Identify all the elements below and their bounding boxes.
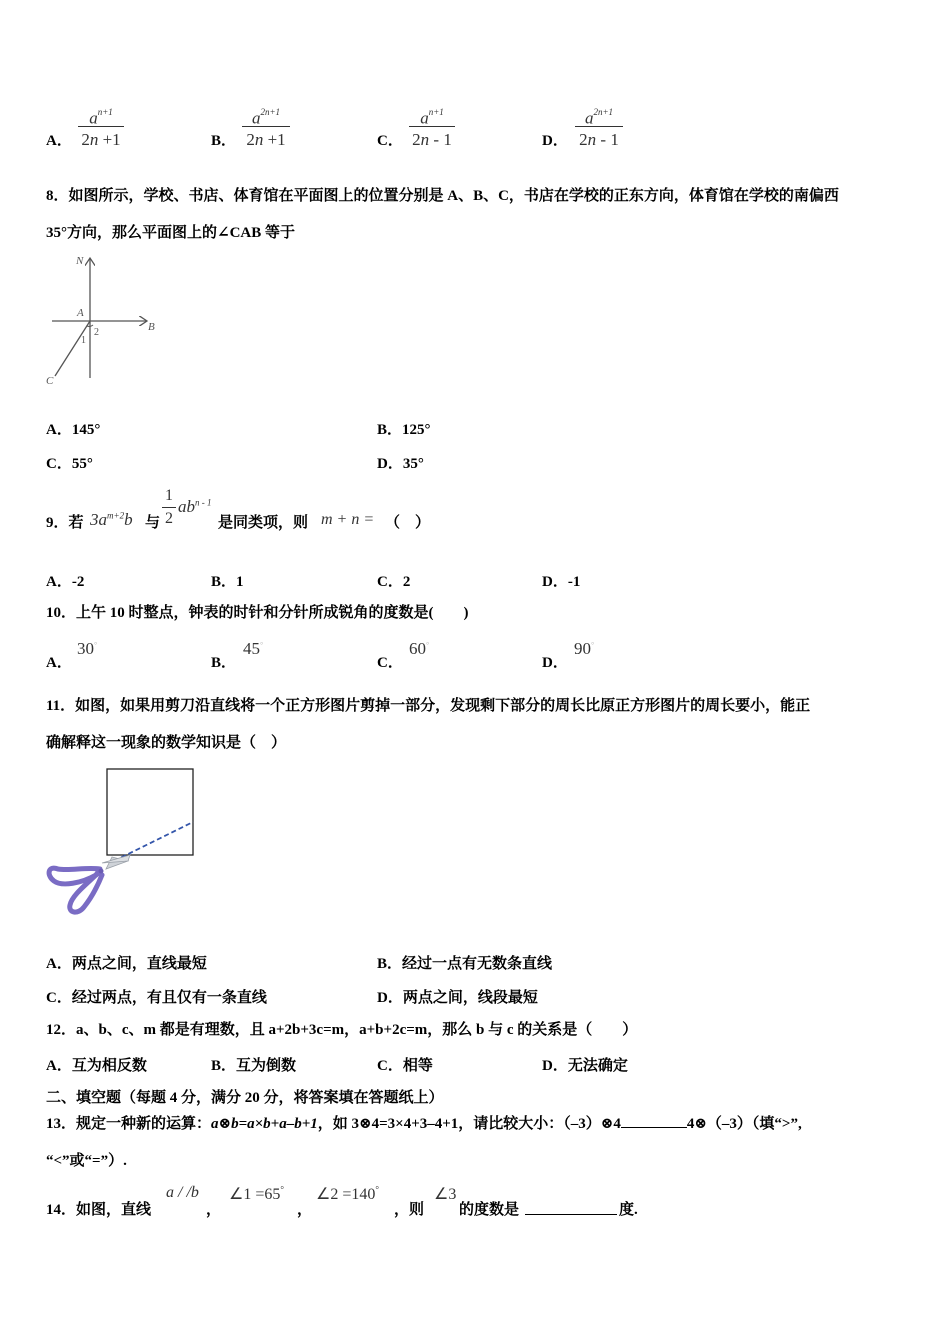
fraction-base: a (89, 108, 98, 128)
q11-stem-line1: 11．如图，如果用剪刀沿直线将一个正方形图片剪掉一部分，发现剩下部分的周长比原正方形图片的周长要小，能正 (46, 698, 811, 714)
option-label: B． (211, 574, 237, 590)
degree-mark: ° (591, 640, 595, 650)
fraction-exponent: n+1 (428, 107, 444, 117)
fraction-den-tail: - 1 (429, 130, 452, 149)
option-label: D． (377, 990, 403, 1006)
q7-option-c-fraction (409, 104, 455, 150)
option-value: 30 (77, 639, 94, 658)
q14-condition-angle1 (229, 1184, 284, 1204)
q8-option-c (46, 452, 93, 473)
southwest-ray (55, 321, 90, 376)
q9-mid: 与 (145, 515, 161, 531)
q9-prefix: 9．若 (46, 515, 84, 531)
fraction-den-coef: 2 (246, 130, 255, 149)
option-text: 1 (236, 574, 244, 590)
degree-mark: ° (426, 640, 430, 650)
label-a: A (77, 307, 84, 319)
q13-example: ，如 3⊗4=3×4+3–4+1，请比较大小：（–3）⊗4 (317, 1116, 621, 1132)
q8-option-d (377, 452, 424, 473)
scissors-icon (49, 855, 130, 912)
option-label: C． (377, 574, 403, 590)
option-text: 2 (402, 574, 411, 590)
q9-option-d (542, 570, 580, 591)
q13-rule: a⊗b=a×b+a–b+1 (211, 1116, 318, 1132)
term1-base: 3a (90, 510, 107, 529)
fraction-denominator: 2 (165, 510, 173, 527)
q9-option-b (211, 570, 244, 591)
fraction-base: a (420, 108, 429, 128)
q9-suffix: 是同类项，则 (218, 515, 309, 531)
option-label: A． (46, 574, 72, 590)
option-text: 无法确定 (567, 1058, 628, 1074)
fraction-base: a (251, 108, 261, 128)
fraction-den-tail: +1 (98, 130, 121, 149)
angle1-text: ∠1 =65 (229, 1186, 281, 1203)
q10-stem: 10．上午 10 时整点，钟表的时针和分针所成锐角的度数是( ) (46, 605, 469, 621)
q9-option-a (46, 570, 84, 591)
q11-option-a (46, 952, 207, 973)
q10-option-b-value (243, 639, 263, 659)
q14-sep3: ，则 (394, 1202, 425, 1218)
q9-expression: m + n = (321, 511, 375, 528)
option-text: 相等 (402, 1058, 433, 1074)
q13-stem-line1 (46, 1113, 802, 1134)
q14-condition-angle2 (316, 1184, 379, 1204)
option-text: 125° (402, 422, 431, 438)
q7-option-d-label: D． (542, 133, 568, 149)
option-text: 经过一点有无数条直线 (402, 956, 553, 972)
fraction-den-var: n (89, 130, 99, 149)
q7-option-d-fraction (575, 104, 623, 150)
label-angle-1: 1 (81, 335, 86, 346)
q12-stem: 12．a、b、c、m 都是有理数，且 a+2b+3c=m，a+b+2c=m，那么 b 与 c 的关系是（ ） (46, 1022, 638, 1038)
q10-option-d-label: D． (542, 655, 568, 671)
degree-mark: ° (375, 1184, 379, 1195)
option-text: -1 (567, 574, 581, 590)
q8-stem-line1: 8．如图所示，学校、书店、体育馆在平面图上的位置分别是 A、B、C，书店在学校的正东方向，体育馆在学校的南偏西 (46, 188, 839, 204)
q8-option-a (46, 418, 100, 439)
option-label: D． (542, 1058, 568, 1074)
q9-term2 (178, 497, 212, 517)
fraction-den-coef: 2 (81, 130, 90, 149)
option-label: B． (377, 956, 403, 972)
option-label: D． (377, 456, 403, 472)
option-text: 55° (71, 456, 93, 472)
q9-term1 (90, 510, 133, 530)
q14-condition-parallel: a / /b (166, 1184, 199, 1201)
square-picture (107, 769, 193, 855)
q11-option-b (377, 952, 552, 973)
section-2-title: 二、填空题（每题 4 分，满分 20 分，将答案填在答题纸上） (46, 1090, 444, 1106)
q7-option-a-fraction (78, 104, 124, 150)
q10-option-c-value (409, 639, 429, 659)
option-label: A． (46, 1058, 72, 1074)
q13-prefix: 13．规定一种新的运算： (46, 1116, 212, 1132)
q9-option-c (377, 570, 410, 591)
label-n: N (76, 255, 84, 267)
q12-option-d (542, 1054, 628, 1075)
q13-stem-line2: “<”或“=”）. (46, 1153, 127, 1169)
option-text: 两点之间，直线最短 (71, 956, 207, 972)
q8-stem-line2: 35°方向，那么平面图上的∠CAB 等于 (46, 225, 295, 241)
fraction-den-var: n (587, 130, 597, 149)
option-label: A． (46, 956, 72, 972)
q10-option-c-label: C． (377, 655, 403, 671)
q11-option-d (377, 986, 538, 1007)
q7-option-a-label: A． (46, 133, 72, 149)
option-text: 互为倒数 (236, 1058, 297, 1074)
option-label: C． (377, 1058, 403, 1074)
degree-mark: ° (280, 1184, 284, 1195)
fraction-numerator: 1 (165, 487, 173, 504)
fraction-den-var: n (254, 130, 264, 149)
q7-option-b-label: B． (211, 133, 237, 149)
option-text: 两点之间，线段最短 (402, 990, 538, 1006)
q14-sep2: ， (297, 1202, 313, 1218)
term2-base: ab (178, 497, 195, 516)
option-label: B． (377, 422, 403, 438)
q14-suffix: 的度数是 (459, 1202, 520, 1218)
q12-option-c (377, 1054, 433, 1075)
fraction-exponent: 2n+1 (593, 107, 614, 117)
option-label: A． (46, 422, 72, 438)
q12-option-a (46, 1054, 147, 1075)
option-value: 60 (409, 639, 426, 658)
q10-option-a-label: A． (46, 655, 72, 671)
label-b: B (148, 321, 155, 333)
q10-option-b-label: B． (211, 655, 237, 671)
fraction-den-tail: - 1 (596, 130, 619, 149)
degree-mark: ° (260, 640, 264, 650)
term1-exponent: m+2 (107, 510, 125, 521)
q9-tail: （ ） (385, 515, 431, 531)
q11-stem-line2: 确解释这一现象的数学知识是（ ） (46, 735, 287, 751)
fraction-den-coef: 2 (412, 130, 421, 149)
q7-option-c-label: C． (377, 133, 403, 149)
degree-mark: ° (94, 640, 98, 650)
q14-answer-blank[interactable] (525, 1200, 617, 1215)
fraction-exponent: 2n+1 (260, 107, 281, 117)
q14-end: 度. (619, 1202, 638, 1218)
q8-direction-figure (40, 250, 170, 390)
q14-target-angle: ∠3 (434, 1186, 457, 1203)
term1-tail: b (124, 510, 133, 529)
option-text: 35° (402, 456, 424, 472)
fraction-exponent: n+1 (97, 107, 113, 117)
q10-option-d-value (574, 639, 594, 659)
fraction-base: a (584, 108, 594, 128)
fraction-den-tail: +1 (263, 130, 286, 149)
q7-option-b-fraction (242, 104, 290, 150)
q11-option-c (46, 986, 267, 1007)
option-text: 145° (71, 422, 101, 438)
fraction-den-var: n (420, 130, 430, 149)
option-value: 45 (243, 639, 260, 658)
option-label: B． (211, 1058, 237, 1074)
q14-sep1: ， (206, 1202, 222, 1218)
q12-option-b (211, 1054, 296, 1075)
q14-prefix: 14．如图，直线 (46, 1202, 152, 1218)
option-text: -2 (71, 574, 85, 590)
q13-answer-blank[interactable] (621, 1113, 687, 1128)
q8-option-b (377, 418, 431, 439)
option-text: 经过两点，有且仅有一条直线 (71, 990, 267, 1006)
q10-option-a-value (77, 639, 97, 659)
term2-exponent: n - 1 (195, 497, 212, 508)
q11-scissors-figure (44, 765, 204, 915)
q9-fraction (162, 487, 176, 528)
fraction-den-coef: 2 (579, 130, 588, 149)
option-label: D． (542, 574, 568, 590)
angle2-text: ∠2 =140 (316, 1186, 376, 1203)
option-label: C． (46, 990, 72, 1006)
label-angle-2: 2 (94, 327, 99, 338)
q13-after-blank: 4⊗（–3）（填“>”, (686, 1116, 802, 1132)
label-c: C (46, 375, 54, 387)
option-value: 90 (574, 639, 591, 658)
option-text: 互为相反数 (71, 1058, 147, 1074)
option-label: C． (46, 456, 72, 472)
